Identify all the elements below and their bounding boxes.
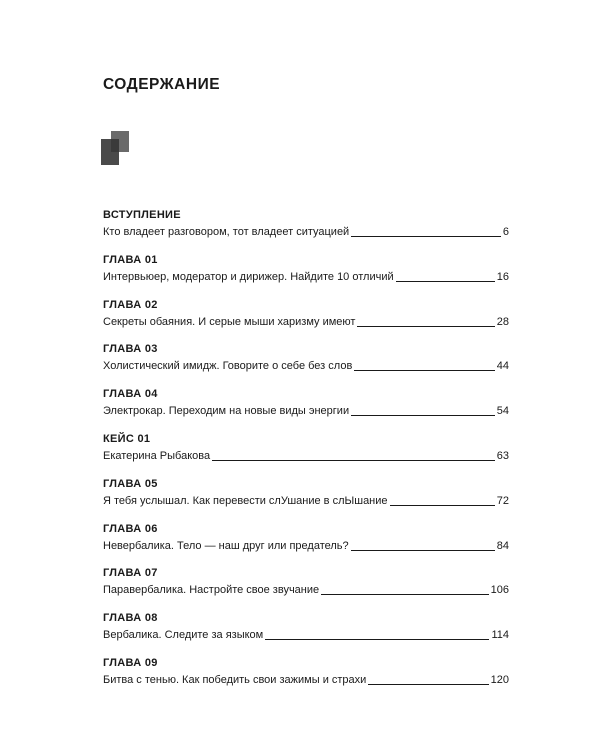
toc-page: 114 [491,629,509,642]
toc-entry[interactable] [103,207,509,252]
toc-page: 63 [496,449,509,462]
toc-entry[interactable] [103,476,509,521]
toc-entry[interactable] [103,252,509,297]
toc-text: Электрокар. Переходим на новые виды энергии [103,405,350,418]
toc-entry[interactable] [103,431,509,476]
toc-text: Вербалика. Следите за языком [103,629,264,642]
toc-heading: КЕЙС 01 [103,432,151,445]
toc-heading: ГЛАВА 04 [103,388,158,401]
toc-heading: ГЛАВА 05 [103,477,158,490]
page-title: СОДЕРЖАНИЕ [103,76,221,93]
toc-leader [390,505,495,506]
toc-heading: ГЛАВА 08 [103,612,158,625]
toc-text: Екатерина Рыбакова [103,449,211,462]
toc-heading: ГЛАВА 09 [103,656,158,669]
toc-text: Я тебя услышал. Как перевести слУшание в слЫшание [103,494,388,507]
toc-text: Холистический имидж. Говорите о себе без слов [103,360,353,373]
toc-text: Невербалика. Тело — наш друг или предатель? [103,539,349,552]
toc-page: 28 [496,315,509,328]
toc-leader [396,281,495,282]
toc-text: Паравербалика. Настройте свое звучание [103,584,320,597]
toc-text: Интервьюер, модератор и дирижер. Найдите 10 отличий [103,270,394,283]
toc-page: 72 [496,494,509,507]
toc-entry[interactable] [103,655,509,700]
toc-heading: ГЛАВА 03 [103,343,158,356]
toc-page: 16 [496,270,509,283]
toc-entry[interactable] [103,386,509,431]
toc-text: Секреты обаяния. И серые мыши харизму имеют [103,315,356,328]
toc-heading: ГЛАВА 07 [103,567,158,580]
toc-page: 44 [496,360,509,373]
decorative-block-icon [101,131,129,165]
toc-leader [351,415,495,416]
toc-entry[interactable] [103,341,509,386]
toc-leader [265,639,489,640]
toc-text: Битва с тенью. Как победить свои зажимы и страхи [103,673,367,686]
toc-leader [321,594,489,595]
toc-leader [212,460,495,461]
toc-leader [354,370,494,371]
toc-entry[interactable] [103,565,509,610]
toc-leader [351,550,495,551]
toc-page: 54 [496,405,509,418]
toc-text: Кто владеет разговором, тот владеет ситуацией [103,226,350,238]
toc-heading: ГЛАВА 06 [103,522,158,535]
toc-entry[interactable] [103,297,509,342]
toc-leader [368,684,488,685]
toc-heading: ГЛАВА 01 [103,253,158,266]
toc-heading: ГЛАВА 02 [103,298,158,311]
toc-page: 84 [496,539,509,552]
table-of-contents [103,207,509,700]
toc-heading: ВСТУПЛЕНИЕ [103,209,181,221]
toc-leader [351,236,501,237]
toc-entry[interactable] [103,521,509,566]
toc-page: 120 [490,673,509,686]
toc-entry[interactable] [103,610,509,655]
toc-leader [357,326,494,327]
toc-page: 106 [490,584,509,597]
toc-page: 6 [502,226,509,238]
